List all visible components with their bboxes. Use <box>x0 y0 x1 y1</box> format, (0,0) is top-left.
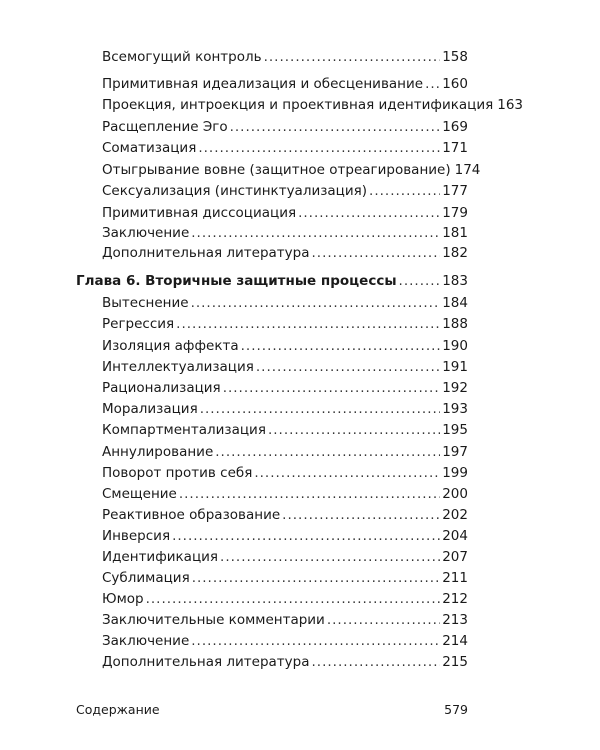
toc-entry-page: 192 <box>442 380 468 396</box>
toc-entry-page: 190 <box>442 338 468 354</box>
toc-entry <box>102 139 468 157</box>
leader-dots <box>215 443 440 461</box>
toc-entry-title: Проекция, интроекция и проективная идентификация <box>102 97 494 113</box>
toc-entry-title: Заключительные комментарии <box>102 612 325 628</box>
toc-entry <box>102 48 468 66</box>
toc-entry-page: 181 <box>442 225 468 241</box>
toc-entry <box>102 337 468 355</box>
leader-dots <box>220 548 440 566</box>
toc-entry <box>102 224 468 242</box>
leader-dots <box>230 118 441 136</box>
toc-entry-title: Интеллектуализация <box>102 359 254 375</box>
toc-entry <box>102 421 468 439</box>
toc-entry <box>102 590 468 608</box>
toc-entry <box>102 548 468 566</box>
toc-entry-title: Сексуализация (инстинктуализация) <box>102 183 368 199</box>
leader-dots <box>176 315 440 333</box>
leader-dots <box>268 421 440 439</box>
leader-dots <box>191 294 441 312</box>
leader-dots <box>223 379 441 397</box>
toc-entry-title: Смещение <box>102 486 177 502</box>
toc-entry-page: 183 <box>442 273 468 289</box>
leader-dots <box>264 48 441 66</box>
toc-entry-title: Расщепление Эго <box>102 119 228 135</box>
toc-entry-page: 160 <box>442 76 468 92</box>
toc-entry-title: Реактивное образование <box>102 507 281 523</box>
toc-entry-page: 179 <box>442 205 468 221</box>
toc-entry <box>102 294 468 312</box>
toc-entry-page: 163 <box>497 97 524 113</box>
toc-entry-page: 199 <box>442 465 468 481</box>
toc-entry <box>102 244 468 262</box>
leader-dots <box>191 224 440 242</box>
toc-entry-title: Морализация <box>102 401 198 417</box>
toc-entry-title: Примитивная диссоциация <box>102 205 297 221</box>
toc-entry-page: 188 <box>442 316 468 332</box>
leader-dots <box>200 400 441 418</box>
toc-entry-title: Идентификация <box>102 549 219 565</box>
leader-dots <box>146 590 441 608</box>
leader-dots <box>241 337 441 355</box>
leader-dots <box>192 569 441 587</box>
toc-entry-title: Дополнительная литература <box>102 654 310 670</box>
toc-entry <box>102 569 468 587</box>
toc-entry-page: 202 <box>442 507 468 523</box>
toc-entry-title: Изоляция аффекта <box>102 338 239 354</box>
toc-entry-title: Сублимация <box>102 570 190 586</box>
toc-entry-page: 211 <box>442 570 468 586</box>
toc-entry-page: 158 <box>442 49 468 65</box>
toc-entry <box>102 358 468 376</box>
toc-entry-title: Юмор <box>102 591 144 607</box>
toc-entry-page: 204 <box>442 528 468 544</box>
toc-entry-page: 193 <box>442 401 468 417</box>
toc-entry <box>102 653 468 671</box>
toc-entry <box>102 379 468 397</box>
toc-chapter-heading <box>76 272 468 290</box>
toc-entry-title: Заключение <box>102 633 190 649</box>
leader-dots <box>254 464 440 482</box>
toc-entry <box>102 118 468 136</box>
toc-entry-title: Аннулирование <box>102 444 214 460</box>
toc-entry-title: Примитивная идеализация и обесценивание <box>102 76 424 92</box>
toc-entry <box>102 443 468 461</box>
toc-entry-title: Регрессия <box>102 316 175 332</box>
leader-dots <box>312 244 441 262</box>
toc-entry-page: 200 <box>442 486 468 502</box>
leader-dots <box>399 272 441 290</box>
toc-entry-page: 177 <box>442 183 468 199</box>
toc-entry <box>102 161 481 179</box>
toc-entry-page: 197 <box>442 444 468 460</box>
leader-dots <box>172 527 440 545</box>
page-footer <box>76 702 468 717</box>
toc-entry-page: 191 <box>442 359 468 375</box>
toc-entry-page: 184 <box>442 295 468 311</box>
toc-entry-page: 213 <box>442 612 468 628</box>
leader-dots <box>425 75 440 93</box>
leader-dots <box>191 632 440 650</box>
toc-entry-page: 182 <box>442 245 468 261</box>
toc-entry-page: 215 <box>442 654 468 670</box>
leader-dots <box>198 139 440 157</box>
toc-entry-page: 195 <box>442 422 468 438</box>
toc-entry-title: Отыгрывание вовне (защитное отреагирование) <box>102 162 451 178</box>
toc-entry-page: 207 <box>442 549 468 565</box>
toc-entry-title: Инверсия <box>102 528 171 544</box>
toc-entry-title: Глава 6. Вторичные защитные процессы <box>76 273 397 289</box>
toc-entry-title: Заключение <box>102 225 190 241</box>
toc-entry <box>102 315 468 333</box>
toc-entry-title: Дополнительная литература <box>102 245 310 261</box>
leader-dots <box>282 506 440 524</box>
toc-entry-title: Соматизация <box>102 140 197 156</box>
toc-entry-title: Всемогущий контроль <box>102 49 262 65</box>
toc-entry-title: Рационализация <box>102 380 221 396</box>
toc-entry-page: 212 <box>442 591 468 607</box>
toc-entry <box>102 182 468 200</box>
leader-dots <box>327 611 440 629</box>
toc-entry-page: 169 <box>442 119 468 135</box>
toc-entry-title: Вытеснение <box>102 295 189 311</box>
toc-entry <box>102 611 468 629</box>
leader-dots <box>369 182 440 200</box>
toc-entry <box>102 96 524 114</box>
toc-entry <box>102 464 468 482</box>
toc-entry-page: 214 <box>442 633 468 649</box>
toc-entry <box>102 632 468 650</box>
toc-entry <box>102 204 468 222</box>
toc-entry-title: Компартментализация <box>102 422 266 438</box>
footer-page-number: 579 <box>444 702 468 717</box>
leader-dots <box>256 358 440 376</box>
toc-entry <box>102 506 468 524</box>
leader-dots <box>312 653 441 671</box>
toc-entry-title: Поворот против себя <box>102 465 253 481</box>
toc-entry-page: 174 <box>454 162 481 178</box>
toc-entry-page: 171 <box>442 140 468 156</box>
toc-entry <box>102 400 468 418</box>
toc-entry <box>102 485 468 503</box>
leader-dots <box>179 485 440 503</box>
leader-dots <box>298 204 440 222</box>
toc-entry <box>102 527 468 545</box>
toc-entry <box>102 75 468 93</box>
footer-section-label: Содержание <box>76 702 160 717</box>
